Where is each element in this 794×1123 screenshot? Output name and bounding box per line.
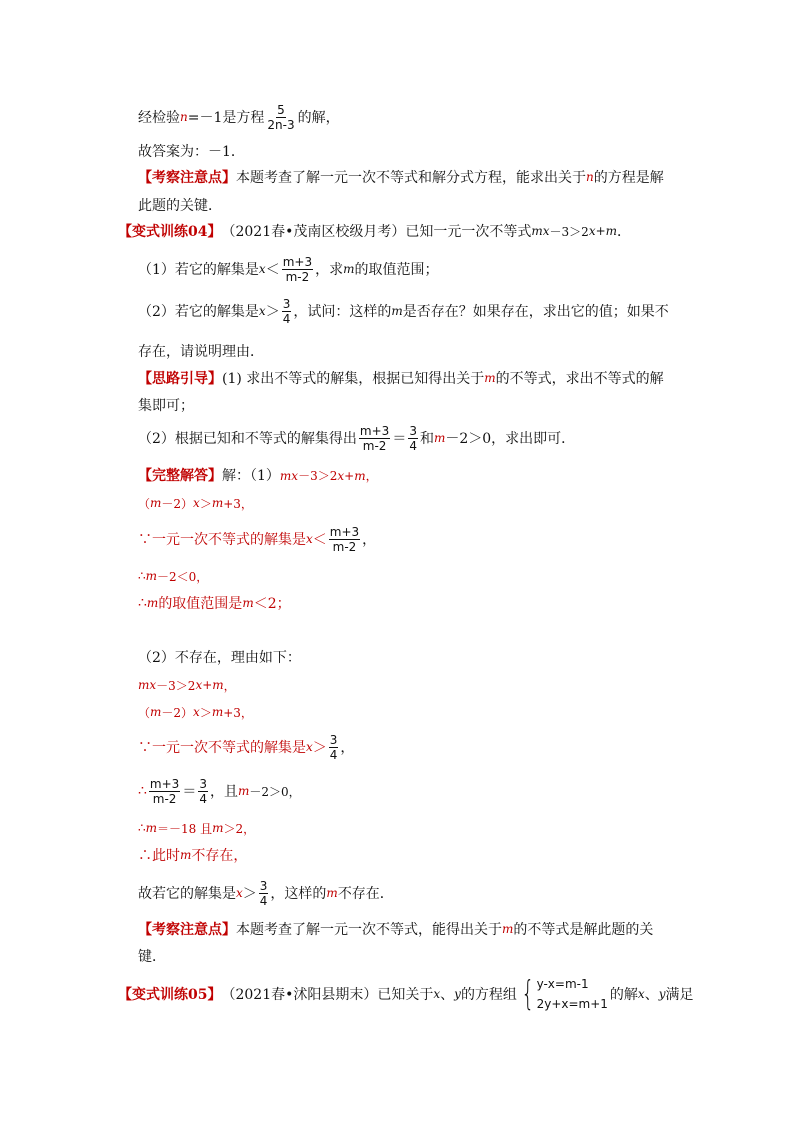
step: （ m －2） x ＞ m +3，	[138, 705, 253, 720]
step: ∵一元一次不等式的解集是 x ＞ $\frac{3}{4}$ ，	[138, 732, 355, 762]
fraction: $\frac{m+3}{m-2}$	[282, 254, 313, 284]
fraction: $\frac{3}{4}$	[199, 776, 207, 806]
step: mx －3＞2 x + m ，	[138, 678, 236, 693]
step: ∴ m 的取值范围是 m ＜2；	[138, 595, 291, 612]
note-tag: 【考察注意点】	[138, 170, 236, 186]
hint-line: 【思路引导】 (1) 求出不等式的解集，根据已知得出关于 m 的不等式，求出不等式的解	[138, 371, 664, 387]
question-2-cont: 存在，请说明理由．	[138, 344, 264, 360]
answer-line: 故答案为：－1．	[138, 144, 245, 160]
question-1: （1）若它的解集是 x ＜ $\frac{m+3}{m-2}$ ，求 m 的取值范围；	[138, 254, 439, 284]
text: 的解，	[297, 110, 340, 126]
note-line-cont: 此题的关键．	[138, 198, 222, 214]
part2-start: （2）不存在，理由如下：	[138, 650, 301, 666]
fraction: $\frac{3}{4}$	[409, 423, 417, 453]
exercise-04-header: 【变式训练04】 （2021春•茂南区校级月考）已知一元一次不等式 mx －3＞2 x + m ．	[118, 224, 632, 240]
step: ∴ m ＝－18 且 m ＞2，	[138, 821, 256, 836]
step: ∵一元一次不等式的解集是 x ＜ $\frac{m+3}{m-2}$ ，	[138, 524, 377, 554]
fraction: $\frac{m+3}{m-2}$	[329, 524, 360, 554]
fraction: $\frac{3}{4}$	[329, 732, 338, 762]
note-line: 【考察注意点】 本题考查了解一元一次不等式，能得出关于 m 的不等式是解此题的关	[138, 922, 654, 938]
step: ∴此时 m 不存在，	[138, 848, 248, 864]
fraction: $\frac{m+3}{m-2}$	[149, 776, 180, 806]
step: ∴ m －2＜0，	[138, 569, 209, 584]
text: =－1是方程	[187, 110, 265, 126]
fraction: $\frac{5}{2n-3}$	[267, 102, 295, 132]
question-2: （2）若它的解集是 x ＞ $\frac{3}{4}$ ，试问：这样的 m 是否存在？如果存在，求出它的值；如果不	[138, 296, 669, 326]
var-n: n	[180, 110, 188, 124]
step: （ m －2） x ＞ m +3，	[138, 496, 253, 511]
conclusion: 故若它的解集是 x ＞ $\frac{3}{4}$ ，这样的 m 不存在．	[138, 878, 394, 908]
fraction: $\frac{m+3}{m-2}$	[359, 423, 390, 453]
fraction: $\frac{3}{4}$	[282, 296, 291, 326]
brace-icon: {	[521, 974, 535, 1014]
exercise-05-header: 【变式训练05】 （2021春•沭阳县期末）已知关于 x 、 y 的方程组 { y-x=m-1 2y+x=m+1 的解 x 、 y 满足	[118, 974, 694, 1014]
note-line-cont: 键．	[138, 949, 166, 965]
note-line: 【考察注意点】 本题考查了解一元一次不等式和解分式方程，能求出关于 n 的方程是解	[138, 166, 664, 188]
step: ∴ $\frac{m+3}{m-2}$ ＝ $\frac{3}{4}$ ，且 m －2＞0，	[138, 776, 301, 806]
solution-start: 【完整解答】 解：（1） mx－3＞2x+m，	[138, 468, 378, 484]
fraction: $\frac{3}{4}$	[259, 878, 268, 908]
equation-system: y-x=m-1 2y+x=m+1	[536, 977, 608, 1011]
hint-line-2: （2）根据已知和不等式的解集得出 $\frac{m+3}{m-2}$ ＝ $\frac{3}{4}$ 和 m －2＞0，求出即可．	[138, 423, 576, 453]
verify-line	[138, 101, 340, 133]
hint-line-cont: 集即可；	[138, 398, 194, 414]
text: 经检验	[138, 110, 180, 126]
